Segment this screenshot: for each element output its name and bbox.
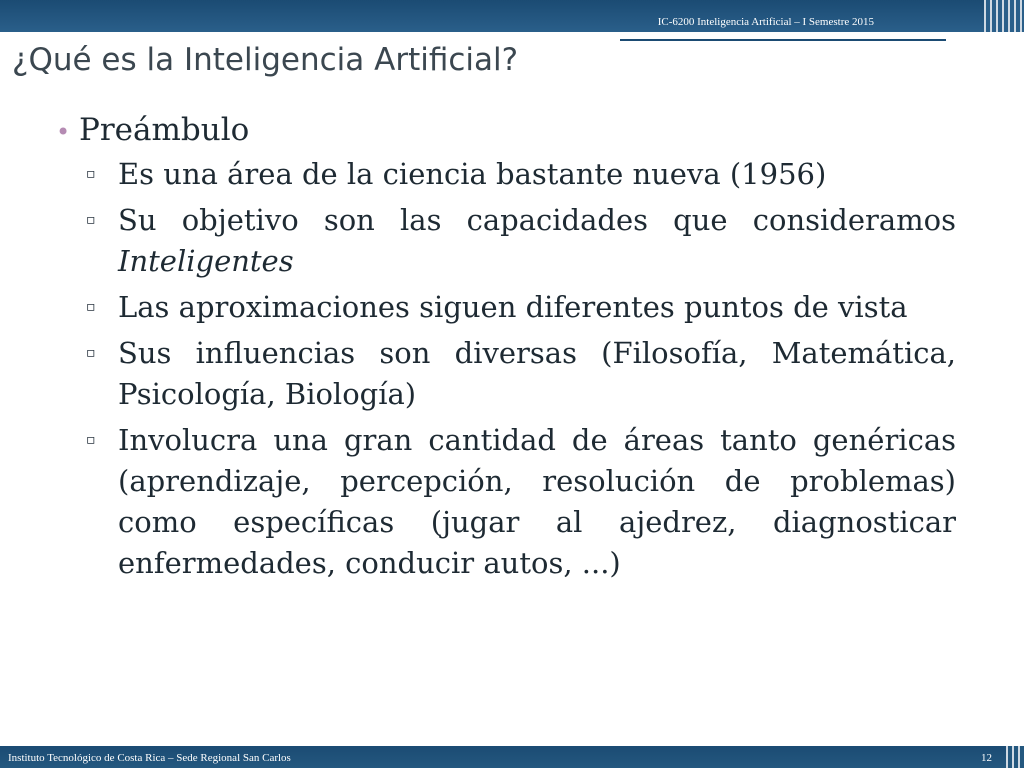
list-item-text-main: Su objetivo son las capacidades que consideramos: [118, 203, 956, 237]
emphasis-text: Inteligentes: [118, 244, 294, 278]
section-bullet: [56, 112, 956, 148]
slide-title: ¿Qué es la Inteligencia Artificial?: [12, 42, 519, 78]
list-item-text: Las aproximaciones siguen diferentes puntos de vista: [118, 290, 908, 324]
course-header: IC-6200 Inteligencia Artificial – I Semestre 2015: [657, 16, 874, 28]
title-rule: [620, 39, 946, 41]
square-bullet-icon: ▫: [86, 299, 96, 315]
list-item: [56, 333, 956, 415]
square-bullet-icon: ▫: [86, 166, 96, 182]
list-item: [56, 420, 956, 584]
footer-institution: Instituto Tecnológico de Costa Rica – Sede Regional San Carlos: [8, 752, 291, 764]
list-item: [56, 200, 956, 282]
list-item-text: Sus influencias son diversas (Filosofía, Matemática, Psicología, Biología): [118, 336, 956, 411]
footer-stripes-decoration: [1006, 746, 1024, 768]
bullet-dot-icon: •: [56, 118, 71, 146]
page-number: 12: [981, 752, 992, 764]
list-item: [56, 287, 956, 328]
list-item-text: Es una área de la ciencia bastante nueva (1956): [118, 157, 827, 191]
list-item-text: Involucra una gran cantidad de áreas tanto genéricas (aprendizaje, percepción, resolución de problemas) como específicas (jugar al ajedrez, diagnosticar enfermedades, conducir autos, ...): [118, 423, 956, 580]
square-bullet-icon: ▫: [86, 212, 96, 228]
list-item-text: [118, 200, 956, 282]
section-heading: Preámbulo: [79, 112, 250, 148]
list-item: [56, 154, 956, 195]
header-stripes-decoration: [984, 0, 1024, 32]
bullet-list: [56, 154, 956, 584]
square-bullet-icon: ▫: [86, 432, 96, 448]
slide-content: [56, 112, 956, 589]
square-bullet-icon: ▫: [86, 345, 96, 361]
